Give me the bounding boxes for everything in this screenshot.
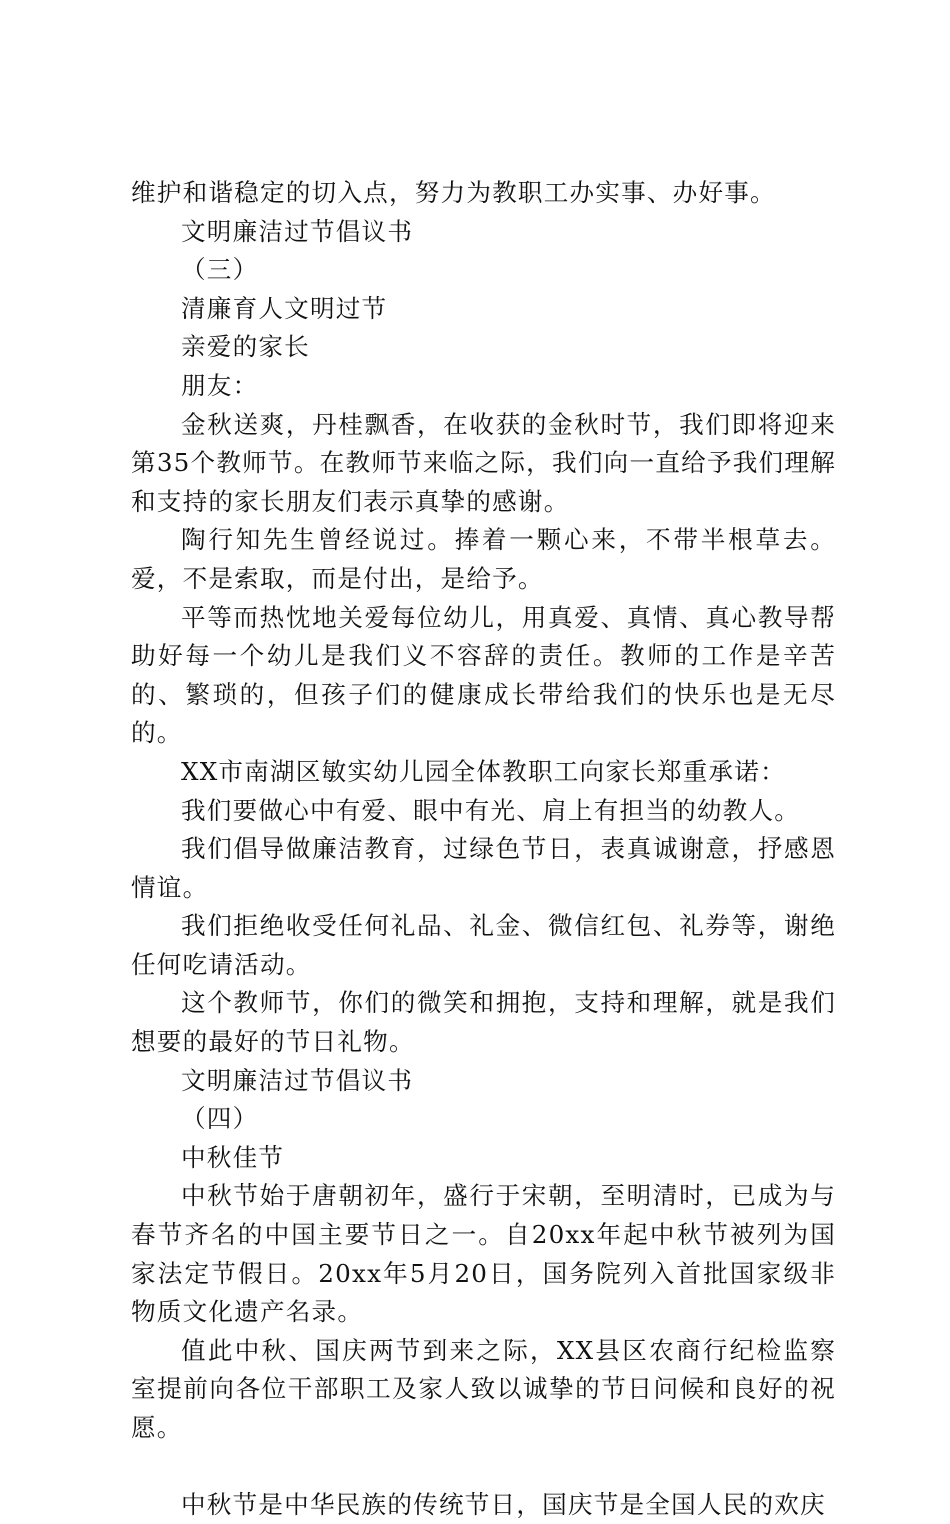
paragraph-gap — [131, 1448, 836, 1486]
body-paragraph: 平等而热忱地关爱每位幼儿，用真爱、真情、真心教导帮助好每一个幼儿是我们义不容辞的责任。教师的工作是辛苦的、繁琐的，但孩子们的健康成长带给我们的快乐也是无尽的。 — [131, 602, 836, 748]
section-subtitle: 中秋佳节 — [181, 1142, 285, 1172]
section-title: 文明廉洁过节倡议书 — [181, 216, 414, 246]
section-number: （三） — [181, 255, 259, 285]
body-paragraph: 我们拒绝收受任何礼品、礼金、微信红包、礼券等，谢绝任何吃请活动。 — [131, 911, 836, 979]
salutation-line: 朋友： — [181, 370, 259, 400]
body-paragraph: 我们要做心中有爱、眼中有光、肩上有担当的幼教人。 — [181, 795, 801, 825]
body-paragraph: 金秋送爽，丹桂飘香，在收获的金秋时节，我们即将迎来第35个教师节。在教师节来临之际，我们向一直给予我们理解和支持的家长朋友们表示真挚的感谢。 — [131, 409, 836, 516]
body-paragraph: 这个教师节，你们的微笑和拥抱，支持和理解，就是我们想要的最好的节日礼物。 — [131, 988, 836, 1057]
document-body — [131, 174, 836, 1524]
body-paragraph: 陶行知先生曾经说过。捧着一颗心来，不带半根草去。爱，不是索取，而是付出，是给予。 — [131, 525, 836, 593]
paragraph-continuation: 维护和谐稳定的切入点，努力为教职工办实事、办好事。 — [131, 178, 776, 207]
body-paragraph: 中秋节始于唐朝初年，盛行于宋朝，至明清时，已成为与春节齐名的中国主要节日之一。自20xx年起中秋节被列为国家法定节假日。20xx年5月20日，国务院列入首批国家级非物质文化遗产名录。 — [131, 1181, 836, 1327]
body-paragraph: 中秋节是中华民族的传统节日，国庆节是全国人民的欢庆 — [181, 1489, 826, 1519]
section-subtitle: 清廉育人文明过节 — [181, 293, 388, 323]
salutation-line: 亲爱的家长 — [181, 332, 310, 362]
body-paragraph: 值此中秋、国庆两节到来之际，XX县区农商行纪检监察室提前向各位干部职工及家人致以诚挚的节日问候和良好的祝愿。 — [131, 1335, 836, 1442]
section-title: 文明廉洁过节倡议书 — [181, 1065, 414, 1095]
body-paragraph: XX市南湖区敏实幼儿园全体教职工向家长郑重承诺： — [181, 756, 786, 786]
body-paragraph: 我们倡导做廉洁教育，过绿色节日，表真诚谢意，抒感恩情谊。 — [131, 834, 836, 902]
section-number: （四） — [181, 1104, 259, 1134]
